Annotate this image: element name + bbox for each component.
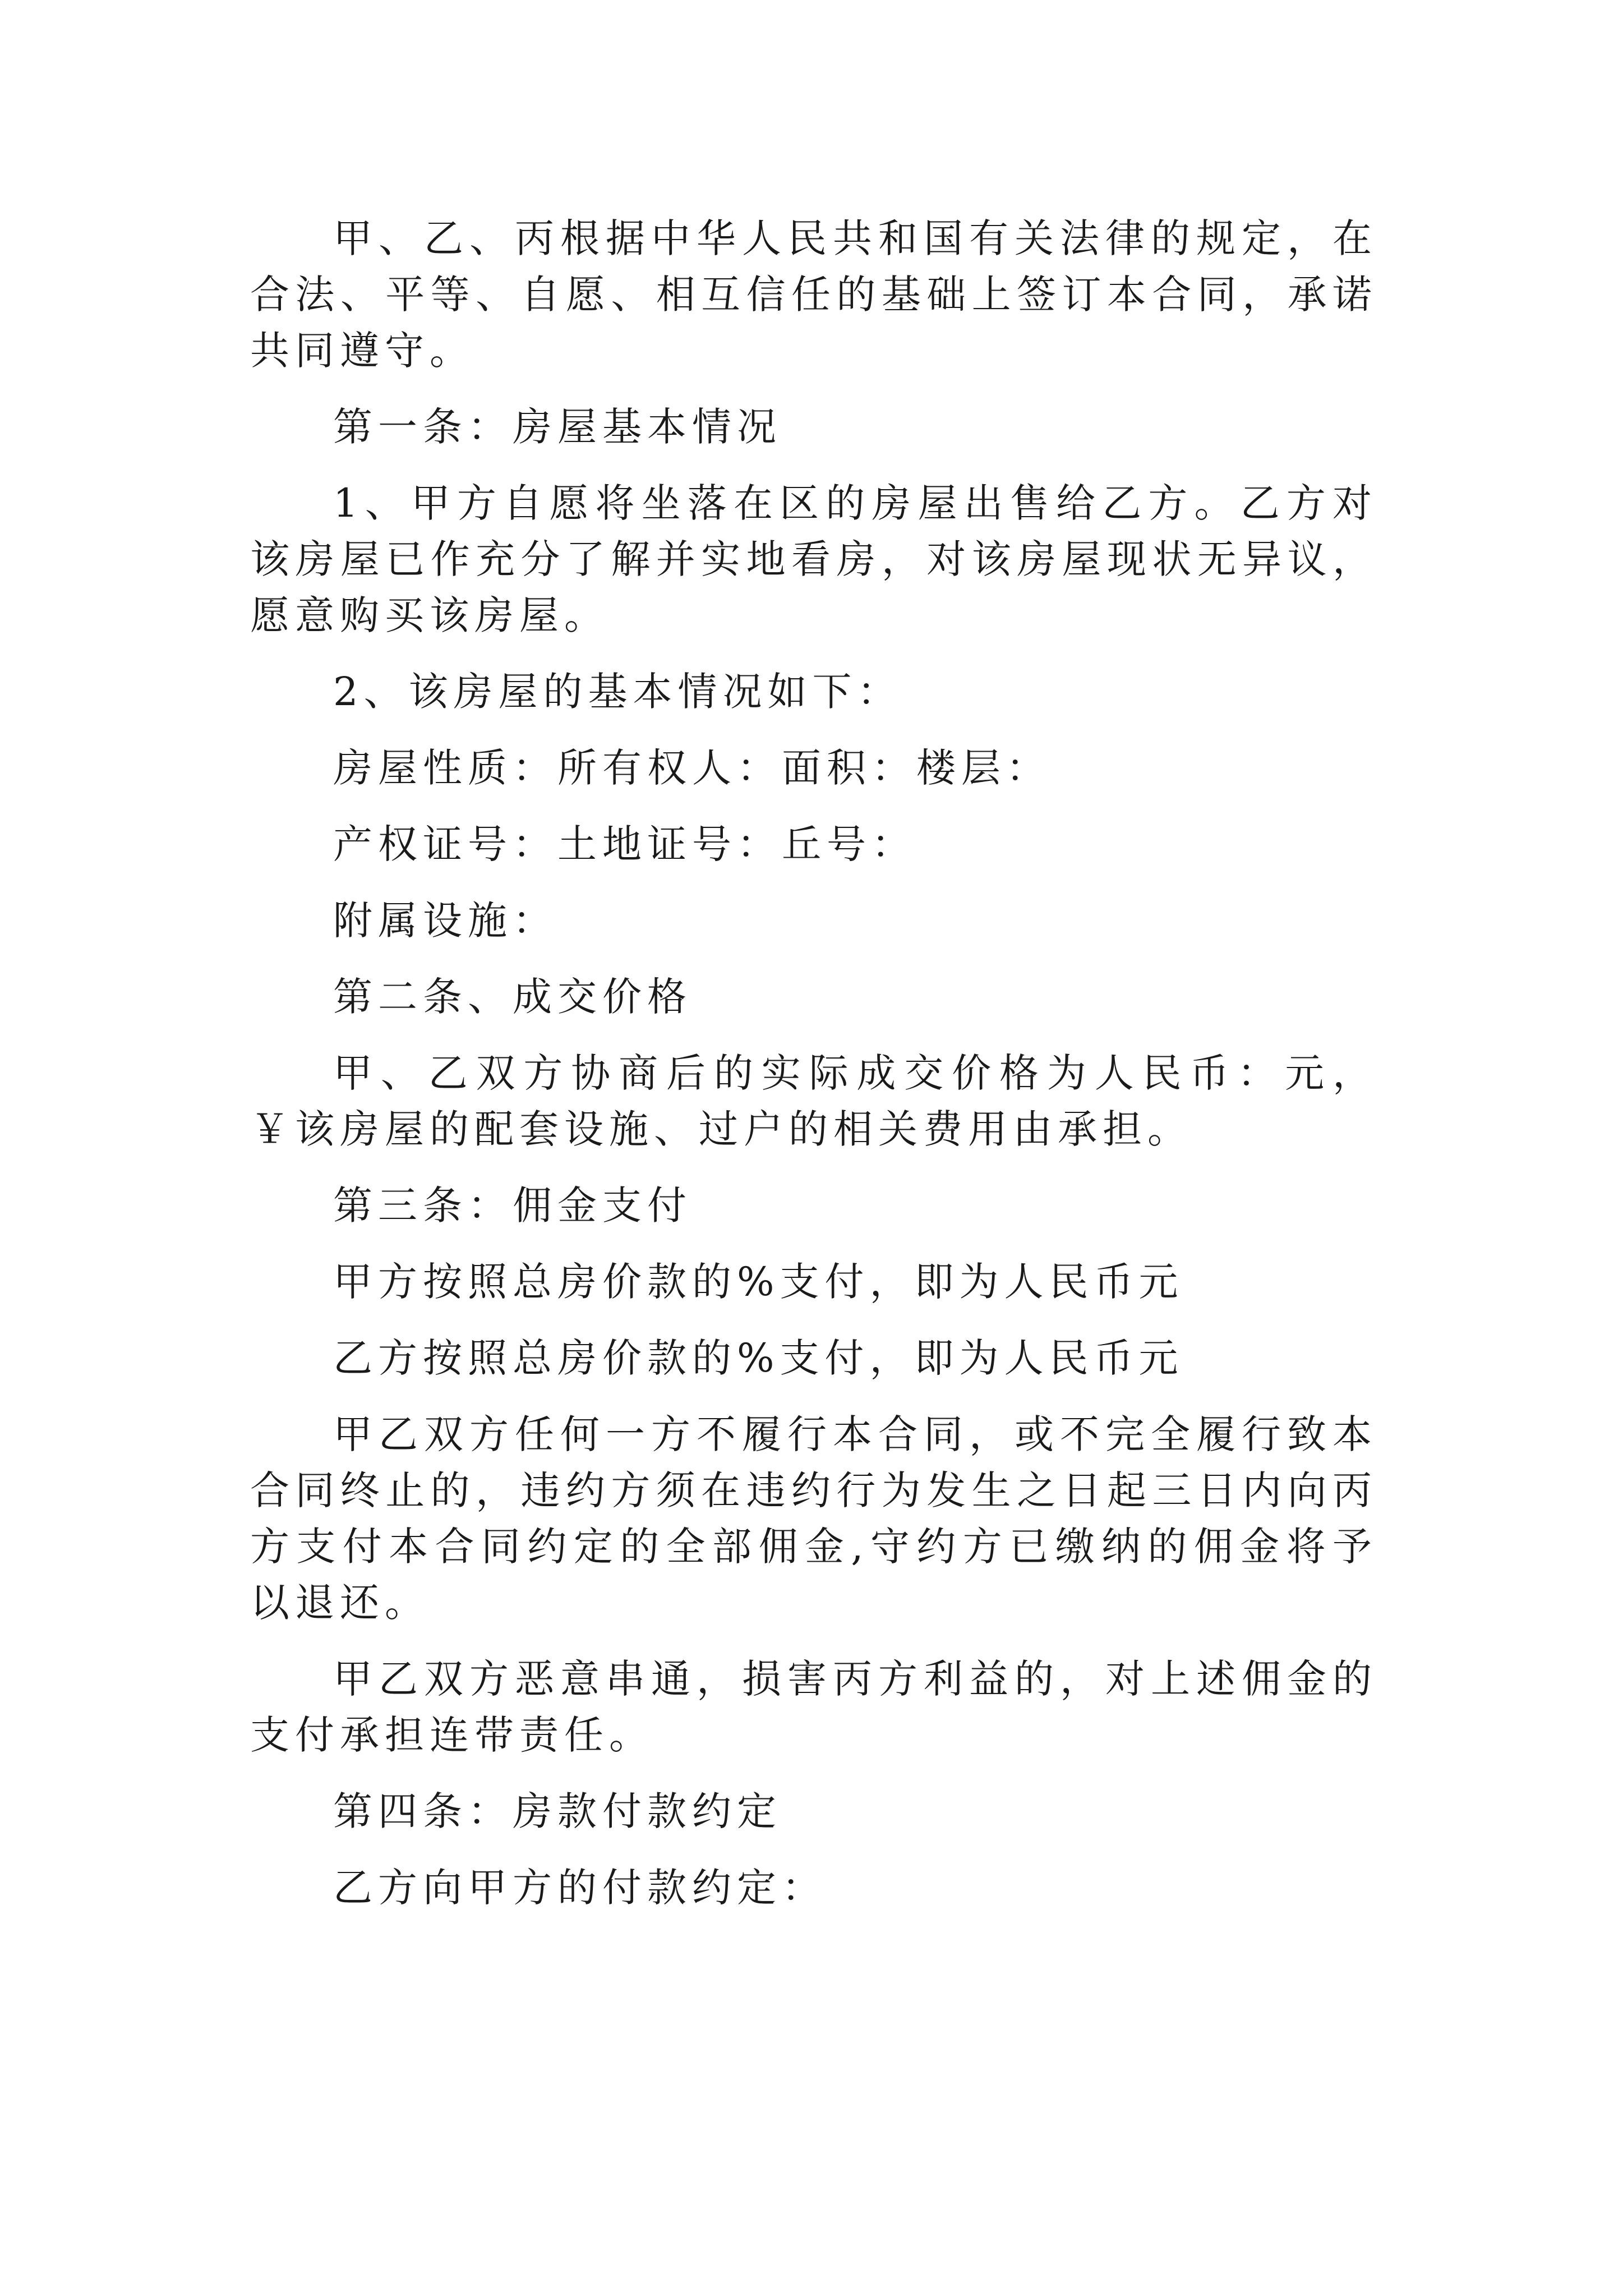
article-1-clause-2: 2、该房屋的基本情况如下： [333, 669, 902, 715]
property-nature-line: 房屋性质：所有权人：面积：楼层： [333, 745, 1051, 791]
paragraph-preamble: 甲、乙、丙根据中华人民共和国有关法律的规定，在合法、平等、自愿、相互信任的基础上签订本合同，承诺共同遵守。 [250, 215, 1377, 374]
facilities-line: 附属设施： [333, 898, 557, 944]
property-certificate-line: 产权证号：土地证号：丘号： [333, 821, 916, 867]
document-body [250, 210, 1377, 1936]
party-a-commission: 甲方按照总房价款的%支付，即为人民币元 [333, 1259, 1184, 1305]
collusion-clause: 甲乙双方恶意串通，损害丙方利益的，对上述佣金的支付承担连带责任。 [250, 1656, 1377, 1758]
article-3-heading: 第三条：佣金支付 [333, 1182, 692, 1228]
party-b-commission: 乙方按照总房价款的%支付，即为人民币元 [333, 1335, 1184, 1381]
article-4-heading: 第四条：房款付款约定 [333, 1788, 782, 1834]
article-1-heading: 第一条：房屋基本情况 [333, 404, 782, 450]
article-2-body: 甲、乙双方协商后的实际成交价格为人民币：元，￥该房屋的配套设施、过户的相关费用由承担。 [250, 1050, 1377, 1152]
payment-agreement-line: 乙方向甲方的付款约定： [333, 1865, 827, 1911]
breach-clause: 甲乙双方任何一方不履行本合同，或不完全履行致本合同终止的，违约方须在违约行为发生之日起三日内向丙方支付本合同约定的全部佣金,守约方已缴纳的佣金将予以退还。 [250, 1411, 1377, 1626]
article-1-clause-1: 1、甲方自愿将坐落在区的房屋出售给乙方。乙方对该房屋已作充分了解并实地看房，对该房屋现状无异议，愿意购买该房屋。 [250, 480, 1377, 638]
article-2-heading: 第二条、成交价格 [333, 974, 692, 1020]
